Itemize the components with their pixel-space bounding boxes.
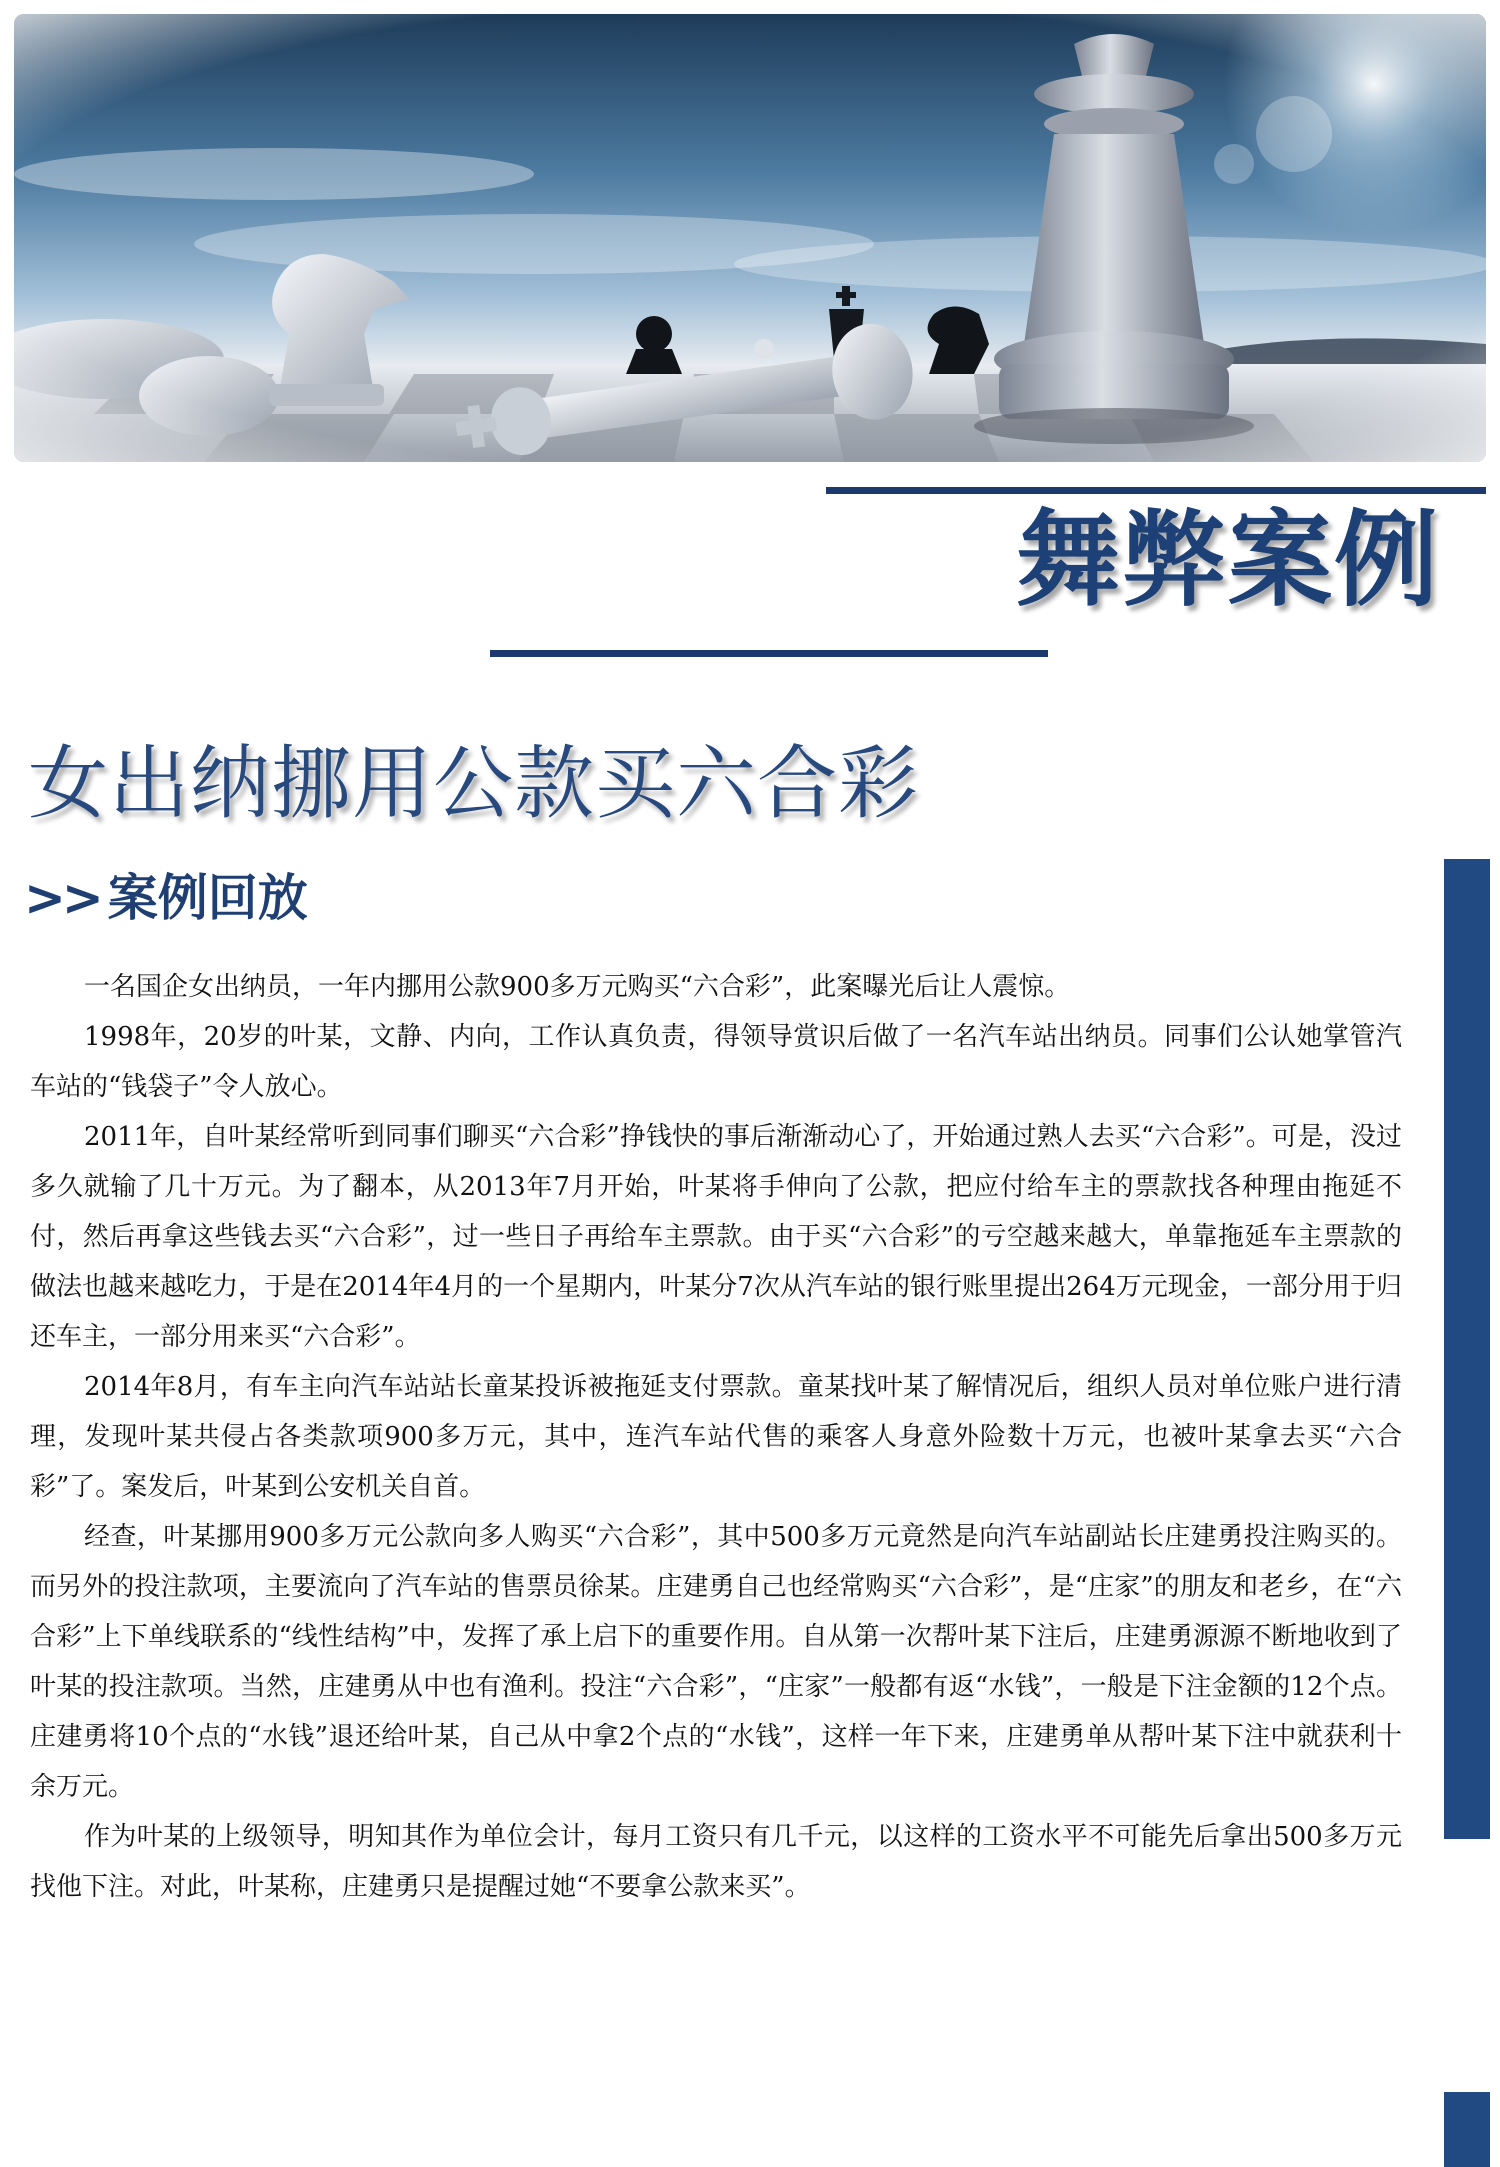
header-rule-top bbox=[826, 487, 1486, 494]
double-chevron-icon: >> bbox=[24, 869, 100, 927]
paragraph: 经查，叶某挪用900多万元公款向多人购买“六合彩”，其中500多万元竟然是向汽车站副站长庄建勇投注购买的。而另外的投注款项，主要流向了汽车站的售票员徐某。庄建勇自己也经常购买“六合彩”，是“庄家”的朋友和老乡，在“六合彩”上下单线联系的“线性结构”中，发挥了承上启下的重要作用。自从第一次帮叶某下注后，庄建勇源源不断地收到了叶某的投注款项。当然，庄建勇从中也有渔利。投注“六合彩”，“庄家”一般都有返“水钱”，一般是下注金额的12个点。庄建勇将10个点的“水钱”退还给叶某，自己从中拿2个点的“水钱”，这样一年下来，庄建勇单从帮叶某下注中就获利十余万元。 bbox=[30, 1522, 1402, 1802]
paragraph: 2014年8月，有车主向汽车站站长童某投诉被拖延支付票款。童某找叶某了解情况后，组织人员对单位账户进行清理，发现叶某共侵占各类款项900多万元，其中，连汽车站代售的乘客人身意外险数十万元，也被叶某拿去买“六合彩”了。案发后，叶某到公安机关自首。 bbox=[30, 1372, 1402, 1502]
chess-banner-image bbox=[14, 14, 1486, 462]
right-accent-bar-footer bbox=[1444, 2092, 1490, 2167]
paragraph: 2011年，自叶某经常听到同事们聊买“六合彩”挣钱快的事后渐渐动心了，开始通过熟人去买“六合彩”。可是，没过多久就输了几十万元。为了翻本，从2013年7月开始，叶某将手伸向了公款，把应付给车主的票款找各种理由拖延不付，然后再拿这些钱去买“六合彩”，过一些日子再给车主票款。由于买“六合彩”的亏空越来越大，单靠拖延车主票款的做法也越来越吃力，于是在2014年4月的一个星期内，叶某分7次从汽车站的银行账里提出264万元现金，一部分用于归还车主，一部分用来买“六合彩”。 bbox=[30, 1122, 1402, 1352]
right-accent-bar bbox=[1444, 859, 1490, 1839]
paragraph: 1998年，20岁的叶某，文静、内向，工作认真负责，得领导赏识后做了一名汽车站出纳员。同事们公认她掌管汽车站的“钱袋子”令人放心。 bbox=[30, 1022, 1402, 1102]
paragraph: 作为叶某的上级领导，明知其作为单位会计，每月工资只有几千元，以这样的工资水平不可能先后拿出500多万元找他下注。对此，叶某称，庄建勇只是提醒过她“不要拿公款来买”。 bbox=[30, 1822, 1402, 1902]
subheading bbox=[24, 866, 308, 930]
section-title: 舞弊案例 bbox=[1015, 499, 1440, 621]
paragraph: 一名国企女出纳员，一年内挪用公款900多万元购买“六合彩”，此案曝光后让人震惊。 bbox=[84, 972, 1071, 1002]
article-title: 女出纳挪用公款买六合彩 bbox=[28, 737, 919, 830]
header-rule-bottom bbox=[490, 650, 1048, 657]
subheading-label: 案例回放 bbox=[107, 869, 308, 927]
article-body bbox=[30, 962, 1402, 1912]
header-banner bbox=[14, 14, 1486, 462]
